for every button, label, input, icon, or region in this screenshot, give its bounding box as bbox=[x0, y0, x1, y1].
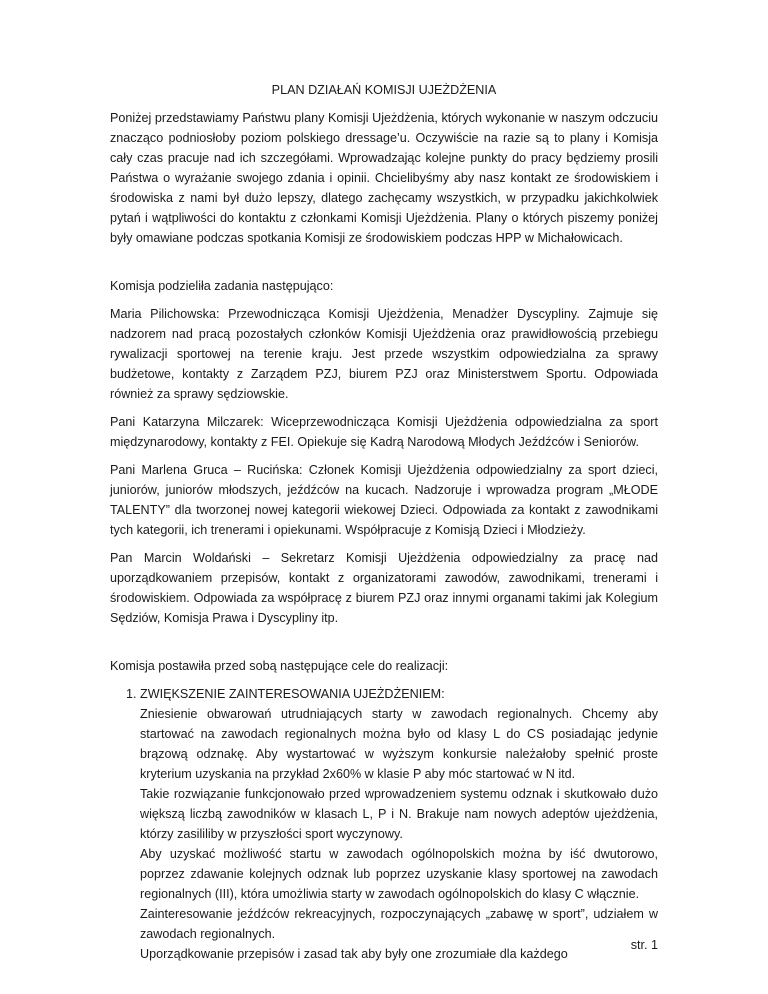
goals-list bbox=[110, 684, 658, 964]
member-paragraph-3: Pani Marlena Gruca – Rucińska: Członek Komisji Ujeżdżenia odpowiedzialny za sport dzieci, juniorów, juniorów młodszych, jeźdźców na kucach. Nadzoruje i wprowadza program „MŁODE TALENTY” dla tworzonej nowej kategorii wiekowej Dzieci. Odpowiada za kontakt z zawodnikami tych kategorii, ich trenerami i opiekunami. Współpracuje z Komisją Dzieci i Młodzieży. bbox=[110, 463, 658, 537]
goal-paragraph: Zainteresowanie jeźdźców rekreacyjnych, rozpoczynających „zabawę w sport”, udziałem w zawodach regionalnych. bbox=[140, 907, 658, 941]
goal-paragraph: Takie rozwiązanie funkcjonowało przed wprowadzeniem systemu odznak i skutkowało dużo większą liczbą zawodników w klasach L, P i N. Brakuje nam nowych adeptów ujeżdżenia, którzy zasililiby w przyszłości sport wyczynowy. bbox=[140, 787, 658, 841]
goal-item-1 bbox=[140, 684, 658, 964]
member-paragraph-4: Pan Marcin Woldański – Sekretarz Komisji Ujeżdżenia odpowiedzialny za pracę nad uporządkowaniem przepisów, kontakt z organizatorami zawodów, zawodnikami, trenerami i środowiskiem. Odpowiada za współpracę z biurem PZJ oraz innymi organami takimi jak Kolegium Sędziów, Komisja Prawa i Dyscypliny itp. bbox=[110, 551, 658, 625]
member-paragraph-1: Maria Pilichowska: Przewodnicząca Komisji Ujeżdżenia, Menadżer Dyscypliny. Zajmuje się nadzorem nad pracą pozostałych członków Komisji Ujeżdżenia oraz prawidłowością przebiegu rywalizacji sportowej na terenie kraju. Jest przede wszystkim odpowiedzialna za sprawy budżetowe, kontakty z Zarządem PZJ, biurem PZJ oraz Ministerstwem Sportu. Odpowiada również za sprawy sędziowskie. bbox=[110, 307, 658, 401]
page-number: str. 1 bbox=[630, 938, 658, 952]
goal-paragraph: Aby uzyskać możliwość startu w zawodach ogólnopolskich można by iść dwutorowo, poprzez zdawanie kolejnych odznak lub poprzez uzyskanie klasy sportowej na zawodach regionalnych (III), która umożliwia starty w zawodach ogólnopolskich do klasy C włącznie. bbox=[140, 847, 658, 901]
goal-paragraph: Uporządkowanie przepisów i zasad tak aby były one zrozumiałe dla każdego bbox=[140, 947, 568, 961]
document-title: PLAN DZIAŁAŃ KOMISJI UJEŻDŻENIA bbox=[271, 83, 497, 97]
goals-heading: Komisja postawiła przed sobą następujące cele do realizacji: bbox=[110, 659, 449, 673]
goal-paragraph: Zniesienie obwarowań utrudniających starty w zawodach regionalnych. Chcemy aby startować na zawodach regionalnych można było od klasy L do CS posiadając jedynie brązową odznakę. Aby wystartować w wyższym konkursie należałoby spełnić proste kryterium uzyskania na przykład 2x60% w klasie P aby móc startować w N itd. bbox=[140, 707, 658, 781]
goal-heading: 1. ZWIĘKSZENIE ZAINTERESOWANIA UJEŻDŻENIEM: bbox=[140, 687, 445, 701]
member-paragraph-2: Pani Katarzyna Milczarek: Wiceprzewodnicząca Komisji Ujeżdżenia odpowiedzialna za sport międzynarodowy, kontakty z FEI. Opiekuje się Kadrą Narodową Młodych Jeźdźców i Seniorów. bbox=[110, 415, 658, 449]
intro-paragraph: Poniżej przedstawiamy Państwu plany Komisji Ujeżdżenia, których wykonanie w naszym odczuciu znacząco podniosłoby poziom polskiego dressage’u. Oczywiście na razie są to plany i Komisja cały czas pracuje nad ich szczegółami. Wprowadzając kolejne punkty do pracy będziemy prosili Państwa o wyrażanie swojego zdania i opinii. Chcielibyśmy aby nasz kontakt ze środowiskiem i środowiska z nami był dużo lepszy, dlatego zachęcamy wszystkich, w przypadku jakichkolwiek pytań i wątpliwości do kontaktu z członkami Komisji Ujeżdżenia. Plany o których piszemy poniżej były omawiane podczas spotkania Komisji ze środowiskiem podczas HPP w Michałowicach. bbox=[110, 111, 658, 245]
tasks-heading: Komisja podzieliła zadania następująco: bbox=[110, 279, 334, 293]
